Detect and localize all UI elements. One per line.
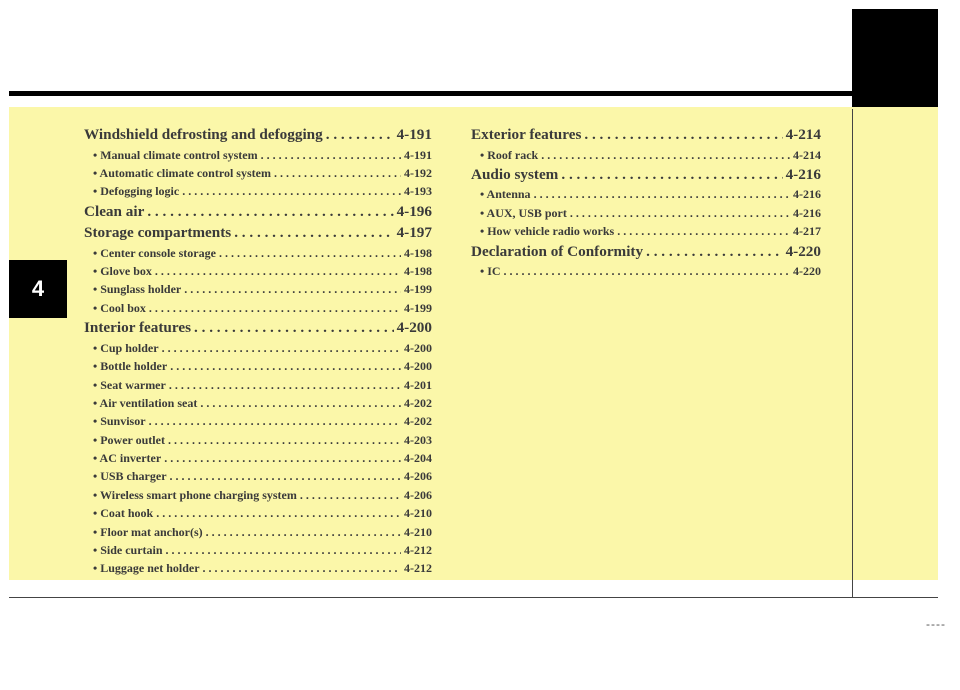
toc-subentry[interactable] xyxy=(84,244,432,262)
toc-entry-title: Interior features xyxy=(84,319,191,337)
toc-entry-title: Clean air xyxy=(84,202,145,220)
toc-leader-dots xyxy=(203,559,401,577)
toc-subentry[interactable] xyxy=(84,504,432,522)
toc-entry-title: • Antenna xyxy=(480,187,531,202)
toc-entry-page: 4-212 xyxy=(404,561,432,576)
toc-leader-dots xyxy=(200,394,401,412)
toc-section-entry[interactable] xyxy=(84,201,432,223)
toc-leader-dots xyxy=(149,412,401,430)
toc-entry-title: • Manual climate control system xyxy=(93,147,258,162)
toc-subentry[interactable] xyxy=(471,146,821,164)
toc-entry-title: • Cool box xyxy=(93,300,146,315)
toc-entry-title: • Automatic climate control system xyxy=(93,165,271,180)
toc-entry-title: • Roof rack xyxy=(480,147,539,162)
toc-section-entry[interactable] xyxy=(84,124,432,146)
toc-entry-page: 4-206 xyxy=(404,487,432,502)
toc-entry-title: Storage compartments xyxy=(84,224,232,242)
toc-subentry[interactable] xyxy=(84,146,432,164)
toc-subentry[interactable] xyxy=(471,185,821,203)
toc-subentry[interactable] xyxy=(84,541,432,559)
toc-leader-dots xyxy=(534,185,790,203)
toc-entry-title: • How vehicle radio works xyxy=(480,224,615,239)
toc-entry-page: 4-216 xyxy=(793,205,821,220)
toc-leader-dots xyxy=(162,339,401,357)
toc-leader-dots xyxy=(169,376,401,394)
toc-column-left xyxy=(84,124,432,578)
toc-entry-title: • Side curtain xyxy=(93,543,163,558)
toc-subentry[interactable] xyxy=(471,262,821,280)
toc-entry-title: Declaration of Conformity xyxy=(471,242,644,260)
footer-mark: ---- xyxy=(926,617,946,631)
toc-subentry[interactable] xyxy=(84,357,432,375)
toc-entry-page: 4-216 xyxy=(785,165,821,183)
toc-entry-page: 4-196 xyxy=(396,202,432,220)
toc-entry-title: • Power outlet xyxy=(93,432,165,447)
toc-entry-page: 4-193 xyxy=(404,184,432,199)
toc-subentry[interactable] xyxy=(84,467,432,485)
toc-entry-page: 4-197 xyxy=(396,224,432,242)
toc-entry-title: • AUX, USB port xyxy=(480,205,567,220)
toc-leader-dots xyxy=(584,124,782,146)
toc-entry-page: 4-191 xyxy=(396,126,432,143)
toc-subentry[interactable] xyxy=(84,431,432,449)
toc-entry-title: • USB charger xyxy=(93,469,167,484)
toc-leader-dots xyxy=(646,241,782,263)
toc-entry-page: 4-204 xyxy=(404,451,432,466)
toc-entry-page: 4-217 xyxy=(793,224,821,239)
toc-entry-title: Exterior features xyxy=(471,126,582,143)
toc-entry-page: 4-216 xyxy=(793,187,821,202)
toc-subentry[interactable] xyxy=(84,449,432,467)
toc-leader-dots xyxy=(570,204,790,222)
toc-subentry[interactable] xyxy=(84,299,432,317)
toc-leader-dots xyxy=(194,317,394,339)
toc-subentry[interactable] xyxy=(471,204,821,222)
toc-entry-title: • Sunvisor xyxy=(93,414,146,429)
toc-leader-dots xyxy=(182,182,401,200)
toc-entry-page: 4-200 xyxy=(404,340,432,355)
toc-entry-title: • Luggage net holder xyxy=(93,561,200,576)
toc-entry-page: 4-191 xyxy=(404,147,432,162)
toc-entry-title: • AC inverter xyxy=(93,451,162,466)
toc-entry-title: Windshield defrosting and defogging xyxy=(84,126,323,143)
toc-leader-dots xyxy=(166,541,401,559)
toc-entry-title: • IC xyxy=(480,264,501,279)
toc-entry-page: 4-210 xyxy=(404,524,432,539)
toc-entry-page: 4-199 xyxy=(404,300,432,315)
toc-leader-dots xyxy=(561,164,782,186)
toc-section-entry[interactable] xyxy=(471,241,821,263)
toc-leader-dots xyxy=(326,124,394,146)
toc-entry-page: 4-220 xyxy=(785,242,821,260)
toc-entry-page: 4-202 xyxy=(404,395,432,410)
toc-section-entry[interactable] xyxy=(84,317,432,339)
toc-entry-page: 4-210 xyxy=(404,506,432,521)
toc-entry-page: 4-200 xyxy=(404,359,432,374)
toc-entry-title: • Center console storage xyxy=(93,245,216,260)
toc-section-entry[interactable] xyxy=(471,124,821,146)
toc-entry-page: 4-214 xyxy=(793,147,821,162)
toc-section-entry[interactable] xyxy=(84,222,432,244)
toc-leader-dots xyxy=(149,299,401,317)
toc-leader-dots xyxy=(300,486,401,504)
toc-subentry[interactable] xyxy=(84,394,432,412)
toc-entry-page: 4-202 xyxy=(404,414,432,429)
toc-leader-dots xyxy=(504,262,790,280)
toc-subentry[interactable] xyxy=(84,182,432,200)
toc-leader-dots xyxy=(147,201,393,223)
toc-entry-title: • Coat hook xyxy=(93,506,154,521)
toc-entry-page: 4-220 xyxy=(793,264,821,279)
toc-leader-dots xyxy=(206,523,401,541)
toc-entry-title: • Glove box xyxy=(93,264,152,279)
toc-leader-dots xyxy=(155,262,401,280)
toc-entry-page: 4-201 xyxy=(404,377,432,392)
toc-leader-dots xyxy=(261,146,401,164)
toc-entry-page: 4-198 xyxy=(404,245,432,260)
toc-subentry[interactable] xyxy=(84,376,432,394)
corner-black-block xyxy=(852,9,938,109)
toc-leader-dots xyxy=(617,222,790,240)
toc-entry-title: • Defogging logic xyxy=(93,184,180,199)
toc-entry-title: • Sunglass holder xyxy=(93,282,182,297)
toc-column-right xyxy=(471,124,821,280)
toc-section-entry[interactable] xyxy=(471,164,821,186)
panel-divider xyxy=(852,109,853,597)
toc-subentry[interactable] xyxy=(84,339,432,357)
toc-leader-dots xyxy=(274,164,401,182)
toc-leader-dots xyxy=(541,146,790,164)
toc-entry-title: Audio system xyxy=(471,165,559,183)
toc-entry-page: 4-199 xyxy=(404,282,432,297)
toc-entry-title: • Bottle holder xyxy=(93,359,168,374)
chapter-number: 4 xyxy=(31,276,45,301)
toc-subentry[interactable] xyxy=(84,523,432,541)
toc-subentry[interactable] xyxy=(84,262,432,280)
toc-subentry[interactable] xyxy=(471,222,821,240)
toc-entry-page: 4-212 xyxy=(404,543,432,558)
toc-leader-dots xyxy=(219,244,401,262)
toc-entry-page: 4-198 xyxy=(404,264,432,279)
toc-entry-page: 4-206 xyxy=(404,469,432,484)
toc-subentry[interactable] xyxy=(84,486,432,504)
toc-entry-title: • Air ventilation seat xyxy=(93,395,198,410)
toc-leader-dots xyxy=(184,280,401,298)
toc-entry-page: 4-200 xyxy=(396,319,432,337)
toc-entry-page: 4-214 xyxy=(785,126,821,143)
toc-leader-dots xyxy=(170,467,401,485)
toc-leader-dots xyxy=(168,431,401,449)
toc-entry-page: 4-192 xyxy=(404,165,432,180)
toc-entry-title: • Floor mat anchor(s) xyxy=(93,524,203,539)
toc-subentry[interactable] xyxy=(84,559,432,577)
toc-leader-dots xyxy=(164,449,401,467)
header-rule xyxy=(9,91,852,96)
toc-subentry[interactable] xyxy=(84,280,432,298)
toc-leader-dots xyxy=(156,504,401,522)
toc-subentry[interactable] xyxy=(84,164,432,182)
toc-entry-page: 4-203 xyxy=(404,432,432,447)
toc-leader-dots xyxy=(170,357,401,375)
footer-rule xyxy=(9,597,938,598)
chapter-tab xyxy=(9,260,67,318)
toc-subentry[interactable] xyxy=(84,412,432,430)
toc-entry-title: • Cup holder xyxy=(93,340,159,355)
toc-leader-dots xyxy=(234,222,393,244)
toc-entry-title: • Wireless smart phone charging system xyxy=(93,487,297,502)
toc-entry-title: • Seat warmer xyxy=(93,377,166,392)
